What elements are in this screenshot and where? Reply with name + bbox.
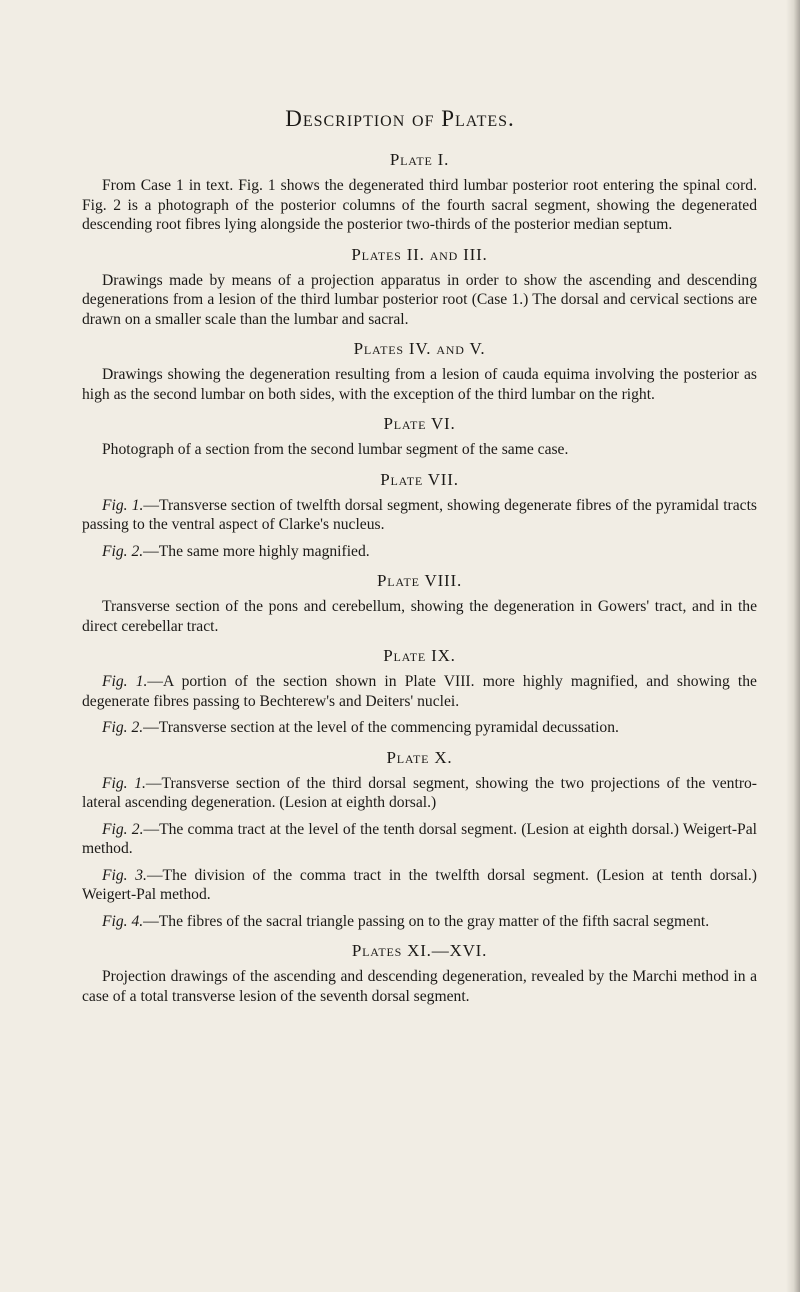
section-heading: Plate I. xyxy=(389,150,450,169)
paragraph-text: —The comma tract at the level of the tenth dorsal segment. (Lesion at eighth dorsal.) Weigert-Pal method. xyxy=(82,820,757,857)
section-heading: Plates XI.—XVI. xyxy=(351,941,488,960)
section-plate-10 xyxy=(82,748,757,932)
paragraph xyxy=(82,866,757,905)
plates-description-body xyxy=(82,150,757,1016)
section-plate-7 xyxy=(82,470,757,562)
section-heading: Plate VII. xyxy=(380,469,459,489)
section-plate-9 xyxy=(82,646,757,738)
paragraph xyxy=(82,271,757,330)
section-heading: Plate VIII. xyxy=(376,571,463,590)
paragraph-text: Drawings made by means of a projection apparatus in order to show the ascending and descending degenerations from a lesion of the third lumbar posterior root (Case 1.) The dorsal and cervical sections are drawn on a smaller scale than the lumbar and sacral. xyxy=(82,271,757,328)
paragraph-text: —Transverse section of the third dorsal segment, showing the two projections of the ventro-lateral ascending degeneration. (Lesion at eighth dorsal.) xyxy=(82,774,757,811)
paragraph-text: Projection drawings of the ascending and descending degeneration, revealed by the Marchi method in a case of a total transverse lesion of the seventh dorsal segment. xyxy=(82,968,757,1005)
section-heading: Plates II. and III. xyxy=(351,244,488,264)
paragraph xyxy=(82,176,757,235)
figure-label: Fig. 1. xyxy=(102,774,146,792)
section-heading: Plate X. xyxy=(386,747,453,767)
figure-label: Fig. 2. xyxy=(102,820,144,838)
paragraph xyxy=(82,672,757,711)
paragraph-text: —The same more highly magnified. xyxy=(143,542,370,560)
paragraph xyxy=(82,542,757,562)
paragraph-text: —The division of the comma tract in the twelfth dorsal segment. (Lesion at tenth dorsal.) Weigert-Pal method. xyxy=(82,866,757,903)
page-title: Description of Plates. xyxy=(285,106,515,131)
figure-label: Fig. 2. xyxy=(102,542,144,560)
paragraph-text: Photograph of a section from the second lumbar segment of the same case. xyxy=(102,441,569,458)
section-heading: Plates IV. and V. xyxy=(353,339,486,358)
figure-label: Fig. 2. xyxy=(102,719,144,736)
paragraph-text: From Case 1 in text. Fig. 1 shows the degenerated third lumbar posterior root entering the spinal cord. Fig. 2 is a photograph of the posterior columns of the fourth sacral segment, showing the degenerated descending root fibres lying alongside the posterior two-thirds of the posterior median septum. xyxy=(82,177,757,233)
paragraph-text: Transverse section of the pons and cerebellum, showing the degeneration in Gowers' tract, and in the direct cerebellar tract. xyxy=(82,598,757,635)
paragraph xyxy=(82,820,757,859)
paragraph xyxy=(82,912,757,932)
paragraph xyxy=(82,496,757,535)
section-heading: Plate IX. xyxy=(383,646,456,665)
page-edge-shadow xyxy=(786,0,800,1292)
paragraph xyxy=(82,718,757,738)
section-plate-8 xyxy=(82,571,757,636)
paragraph xyxy=(82,597,757,636)
paragraph-text: Drawings showing the degeneration resulting from a lesion of cauda equima involving the posterior as high as the second lumbar on both sides, with the exception of the third lumbar on the right. xyxy=(82,366,757,403)
section-plate-6 xyxy=(82,414,757,460)
section-plates-2-3 xyxy=(82,245,757,330)
paragraph xyxy=(82,774,757,813)
figure-label: Fig. 1. xyxy=(102,496,144,514)
figure-label: Fig. 3. xyxy=(102,866,147,884)
section-plates-4-5 xyxy=(82,339,757,404)
figure-label: Fig. 1. xyxy=(102,673,148,690)
paragraph xyxy=(82,967,757,1006)
section-heading: Plate VI. xyxy=(383,414,456,433)
paragraph-text: —A portion of the section shown in Plate VIII. more highly magnified, and showing the degenerate fibres passing to Bechterew's and Deiters' nuclei. xyxy=(82,673,757,710)
paragraph-text: —Transverse section of twelfth dorsal segment, showing degenerate fibres of the pyramidal tracts passing to the ventral aspect of Clarke's nucleus. xyxy=(82,496,757,533)
paragraph xyxy=(82,440,757,460)
paragraph-text: —Transverse section at the level of the commencing pyramidal decussation. xyxy=(143,719,619,736)
section-plates-11-16 xyxy=(82,941,757,1006)
figure-label: Fig. 4. xyxy=(102,912,144,930)
paragraph xyxy=(82,365,757,404)
paragraph-text: —The fibres of the sacral triangle passing on to the gray matter of the fifth sacral segment. xyxy=(143,912,710,930)
section-plate-1 xyxy=(82,150,757,235)
